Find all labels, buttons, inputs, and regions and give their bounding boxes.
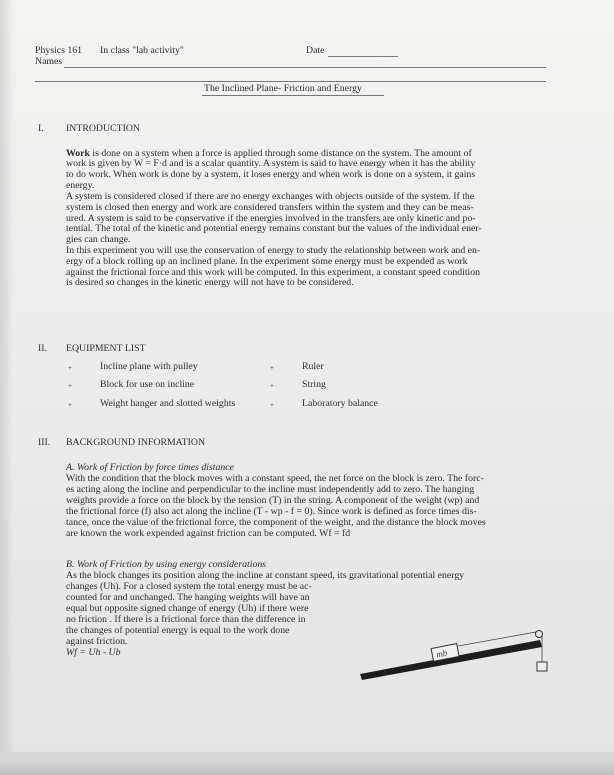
intro-line-4: A system is considered closed if there are no energy exchanges with objects outside of the system. If the <box>66 191 475 202</box>
equip-bullet: + <box>270 364 274 372</box>
title-underline <box>202 95 384 96</box>
equip-bullet: + <box>270 401 274 409</box>
intro-line-11: against the frictional force and this work will be computed. In this experiment, a constant speed condition <box>66 267 481 278</box>
sub-b-line-5: the changes of potential energy is equal to the work done <box>66 625 290 636</box>
intro-first-word: Work <box>66 148 90 159</box>
sub-b-line-2: counted for and unchanged. The hanging weights will have an <box>66 592 310 603</box>
section-heading-background: BACKGROUND INFORMATION <box>66 437 206 448</box>
section-heading-equipment: EQUIPMENT LIST <box>66 343 146 354</box>
page-title: The Inclined Plane- Friction and Energy <box>204 83 362 94</box>
date-blank-line <box>328 56 398 57</box>
names-label: Names <box>35 56 63 67</box>
sub-a-line-4: tance, once the value of the frictional force, the component of the weight, and the distance the block moves <box>66 517 486 528</box>
equip-right-item-0: Ruler <box>302 361 324 372</box>
section-numeral-equipment: II. <box>38 343 47 354</box>
intro-line-0-text: is done on a system when a force is applied through some distance on the system. The amount of <box>92 148 472 159</box>
intro-line-6: ured. A system is said to be conservative if the energies involved in the transfers are only kinetic and po- <box>66 213 476 224</box>
intro-line-5: system is closed then energy and work are considered transfers within the system and they can be meas- <box>66 202 474 213</box>
equip-left-item-2: Weight hanger and slotted weights <box>100 398 236 409</box>
intro-line-2: to do work. When work is done by a system, it loses energy and when work is done on a system, it gains <box>66 169 476 180</box>
sub-b-line-4: no friction . If there is a frictional force than the difference in <box>66 614 306 625</box>
sub-a-line-0: With the condition that the block moves with a constant speed, the net force on the block is zero. The forc- <box>66 473 484 484</box>
names-blank-line <box>64 67 546 68</box>
sub-a-line-5: are known the work expended against friction can be computed. Wf = fd <box>66 528 351 539</box>
sub-a-line-1: es acting along the incline and perpendicular to the incline must independently add to zero. The hanging <box>66 484 475 495</box>
intro-line-1: work is given by W = F·d and is a scalar quantity. A system is said to have energy when it has the ability <box>66 158 476 169</box>
intro-line-8: gies can change. <box>66 234 131 245</box>
sub-b-line-7: Wf = Uh - Ub <box>66 647 121 658</box>
equip-left-item-1: Block for use on incline <box>100 379 195 390</box>
section-numeral-background: III. <box>38 437 51 448</box>
equip-left-item-0: Incline plane with pulley <box>100 361 198 372</box>
intro-line-3: energy. <box>66 180 95 191</box>
hanging-weight <box>537 662 547 671</box>
page-shadow-bottom <box>0 759 614 775</box>
intro-line-12: is desired so changes in the kinetic energy will not have to be considered. <box>66 277 354 288</box>
sub-b-line-6: against friction. <box>66 636 128 647</box>
sub-a-line-3: the frictional force (f) also act along the incline (T - wp - f = 0). Since work is defined as force times dis- <box>66 506 477 517</box>
course-label: Physics 161 <box>35 45 83 56</box>
section-numeral-intro: I. <box>38 123 44 134</box>
intro-line-10: ergy of a block rolling up an inclined plane. In the experiment some energy must be expended as work <box>66 256 468 267</box>
pulley <box>536 631 543 638</box>
equip-bullet: + <box>270 382 274 390</box>
sub-b-line-0: As the block changes its position along the incline at constant speed, its gravitational potential energy <box>66 570 465 581</box>
page-shadow-left <box>0 0 14 775</box>
equip-right-item-2: Laboratory balance <box>302 398 378 409</box>
intro-line-9: In this experiment you will use the conservation of energy to study the relationship between work and en- <box>66 245 481 256</box>
equip-right-item-1: String <box>302 379 326 390</box>
date-label: Date <box>306 45 325 56</box>
sub-b-line-3: equal but opposite signed change of energy (Uh) if there were <box>66 603 309 614</box>
sub-a-line-2: weights provide a force on the block by the tension (T) in the string. A component of the weight (wp) and <box>66 495 480 506</box>
block-label: mb <box>435 647 449 660</box>
incline-diagram <box>360 622 560 682</box>
sub-b-title: B. Work of Friction by using energy considerations <box>66 559 267 570</box>
activity-label: In class "lab activity" <box>100 45 184 56</box>
intro-line-7: tential. The total of the kinetic and potential energy remains constant but the values of the individual ener- <box>66 223 482 234</box>
equip-bullet: + <box>68 382 72 390</box>
sub-b-line-1: changes (Uh). For a closed system the total energy must be ac- <box>66 581 312 592</box>
sub-a-title: A. Work of Friction by force times distance <box>66 462 234 473</box>
header-rule <box>35 81 546 82</box>
equip-bullet: + <box>68 401 72 409</box>
equip-bullet: + <box>68 364 72 372</box>
section-heading-intro: INTRODUCTION <box>66 123 141 134</box>
